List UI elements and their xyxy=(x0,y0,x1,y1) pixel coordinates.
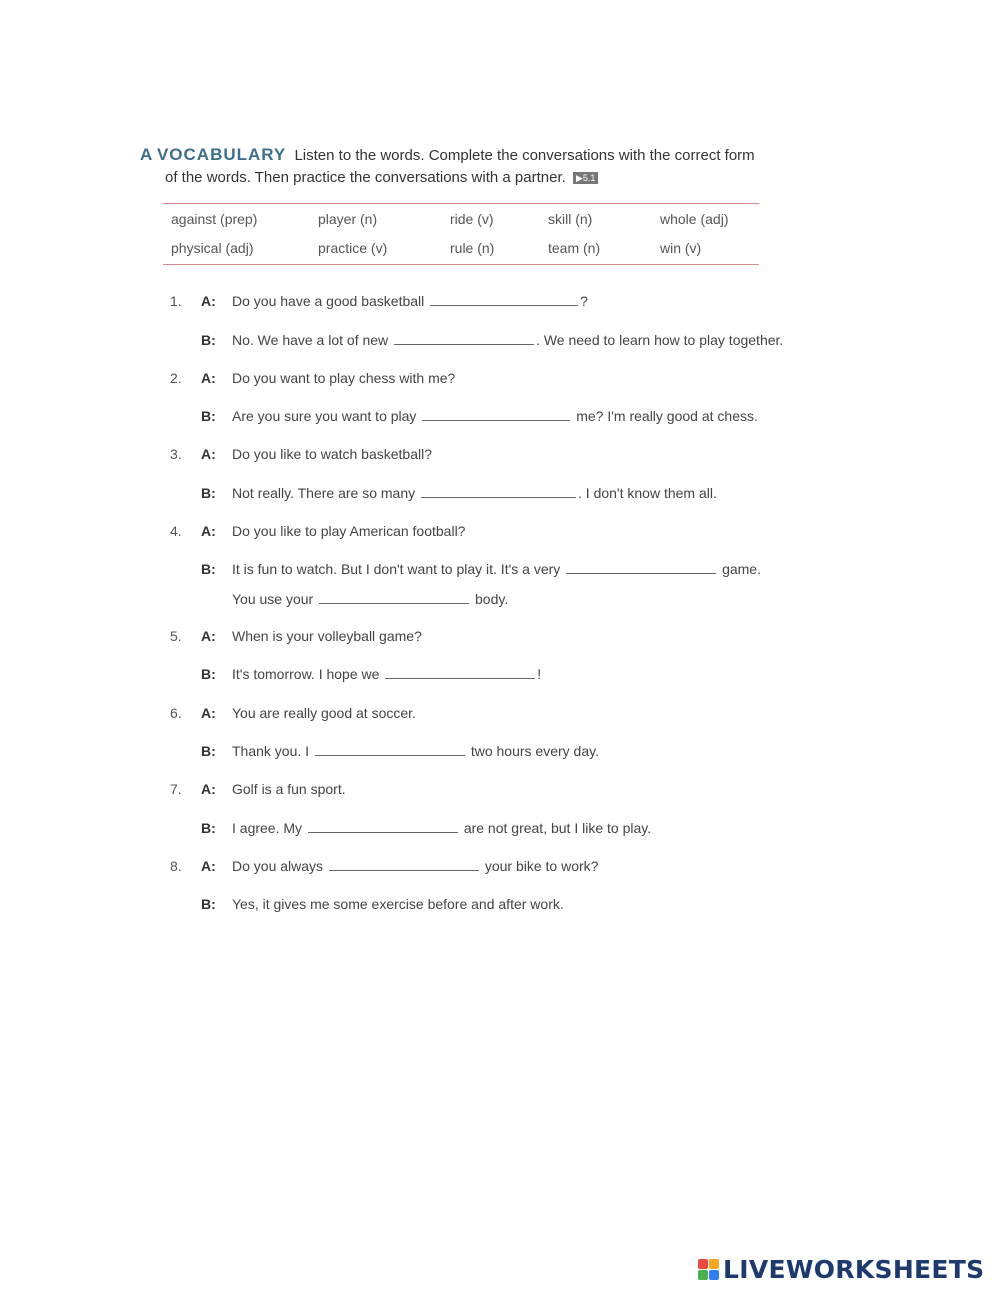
line-text: your bike to work? xyxy=(484,858,599,874)
line-a xyxy=(232,858,598,874)
answer-blank[interactable] xyxy=(394,332,534,345)
line-a xyxy=(232,293,588,309)
word-box-cell: physical (adj) xyxy=(171,240,254,256)
answer-blank[interactable] xyxy=(308,820,458,833)
word-box-cell: ride (v) xyxy=(450,211,494,227)
line-text: ? xyxy=(580,293,588,309)
line-text: are not great, but I like to play. xyxy=(463,820,652,836)
speaker-b-label: B: xyxy=(201,485,216,501)
answer-blank[interactable] xyxy=(566,561,716,574)
line-b xyxy=(232,666,541,682)
speaker-a-label: A: xyxy=(201,705,216,721)
speaker-b-label: B: xyxy=(201,820,216,836)
line-text: I agree. My xyxy=(232,820,303,836)
speaker-b-label: B: xyxy=(201,408,216,424)
line-text: . I don't know them all. xyxy=(578,485,717,501)
item-number: 4. xyxy=(170,523,182,539)
line-text: two hours every day. xyxy=(470,743,599,759)
speaker-a-label: A: xyxy=(201,446,216,462)
answer-blank[interactable] xyxy=(421,485,576,498)
speaker-b-label: B: xyxy=(201,666,216,682)
section-letter: A xyxy=(140,145,153,164)
speaker-a-label: A: xyxy=(201,628,216,644)
word-box-cell: skill (n) xyxy=(548,211,593,227)
liveworksheets-logo[interactable] xyxy=(698,1254,984,1284)
word-box-cell: practice (v) xyxy=(318,240,388,256)
speaker-b-label: B: xyxy=(201,743,216,759)
line-a: When is your volleyball game? xyxy=(232,628,422,644)
line-a: Do you like to watch basketball? xyxy=(232,446,432,462)
item-number: 7. xyxy=(170,781,182,797)
item-number: 6. xyxy=(170,705,182,721)
speaker-b-label: B: xyxy=(201,561,216,577)
line-text: body. xyxy=(475,591,509,607)
line-text: It's tomorrow. I hope we xyxy=(232,666,380,682)
speaker-b-label: B: xyxy=(201,896,216,912)
item-number: 5. xyxy=(170,628,182,644)
line-a: Do you like to play American football? xyxy=(232,523,466,539)
speaker-b-label: B: xyxy=(201,332,216,348)
line-b xyxy=(232,408,758,424)
line-text: Do you always xyxy=(232,858,324,874)
line-text: ! xyxy=(537,666,542,682)
audio-track-label: 5.1 xyxy=(582,173,596,183)
line-b xyxy=(232,561,761,577)
line-text: Thank you. I xyxy=(232,743,310,759)
item-number: 1. xyxy=(170,293,182,309)
speaker-a-label: A: xyxy=(201,781,216,797)
item-number: 8. xyxy=(170,858,182,874)
line-text: me? I'm really good at chess. xyxy=(576,408,758,424)
line-text: . We need to learn how to play together. xyxy=(536,332,784,348)
answer-blank[interactable] xyxy=(319,591,469,604)
item-number: 3. xyxy=(170,446,182,462)
line-a: You are really good at soccer. xyxy=(232,705,416,721)
line-text: Not really. There are so many xyxy=(232,485,416,501)
logo-text: LIVEWORKSHEETS xyxy=(723,1254,985,1284)
audio-track-icon[interactable]: ▶5.1 xyxy=(573,172,598,184)
line-b-continued xyxy=(232,591,508,607)
word-box-cell: against (prep) xyxy=(171,211,258,227)
word-box-cell: team (n) xyxy=(548,240,601,256)
answer-blank[interactable] xyxy=(329,858,479,871)
item-number: 2. xyxy=(170,370,182,386)
speaker-a-label: A: xyxy=(201,858,216,874)
line-a: Do you want to play chess with me? xyxy=(232,370,456,386)
answer-blank[interactable] xyxy=(430,293,578,306)
answer-blank[interactable] xyxy=(422,408,570,421)
speaker-a-label: A: xyxy=(201,293,216,309)
line-b xyxy=(232,332,783,348)
instruction-line-1: Listen to the words. Complete the conversations with the correct form xyxy=(294,147,755,164)
word-box-cell: whole (adj) xyxy=(660,211,729,227)
line-b xyxy=(232,820,651,836)
answer-blank[interactable] xyxy=(315,743,465,756)
speaker-a-label: A: xyxy=(201,370,216,386)
line-text: It is fun to watch. But I don't want to play it. It's a very xyxy=(232,561,561,577)
line-a: Golf is a fun sport. xyxy=(232,781,346,797)
line-b xyxy=(232,743,599,759)
word-box-cell: player (n) xyxy=(318,211,378,227)
word-box-cell: win (v) xyxy=(660,240,702,256)
line-text: game. xyxy=(722,561,761,577)
line-b xyxy=(232,485,717,501)
answer-blank[interactable] xyxy=(385,666,535,679)
speaker-a-label: A: xyxy=(201,523,216,539)
line-text: No. We have a lot of new xyxy=(232,332,389,348)
word-box-cell: rule (n) xyxy=(450,240,495,256)
line-text: You use your xyxy=(232,591,314,607)
instruction-line-2: of the words. Then practice the conversations with a partner. xyxy=(165,169,566,186)
line-text: Are you sure you want to play xyxy=(232,408,417,424)
line-b: Yes, it gives me some exercise before and after work. xyxy=(232,896,564,912)
logo-grid-icon xyxy=(698,1259,719,1280)
line-text: Do you have a good basketball xyxy=(232,293,425,309)
section-title: VOCABULARY xyxy=(156,145,287,164)
